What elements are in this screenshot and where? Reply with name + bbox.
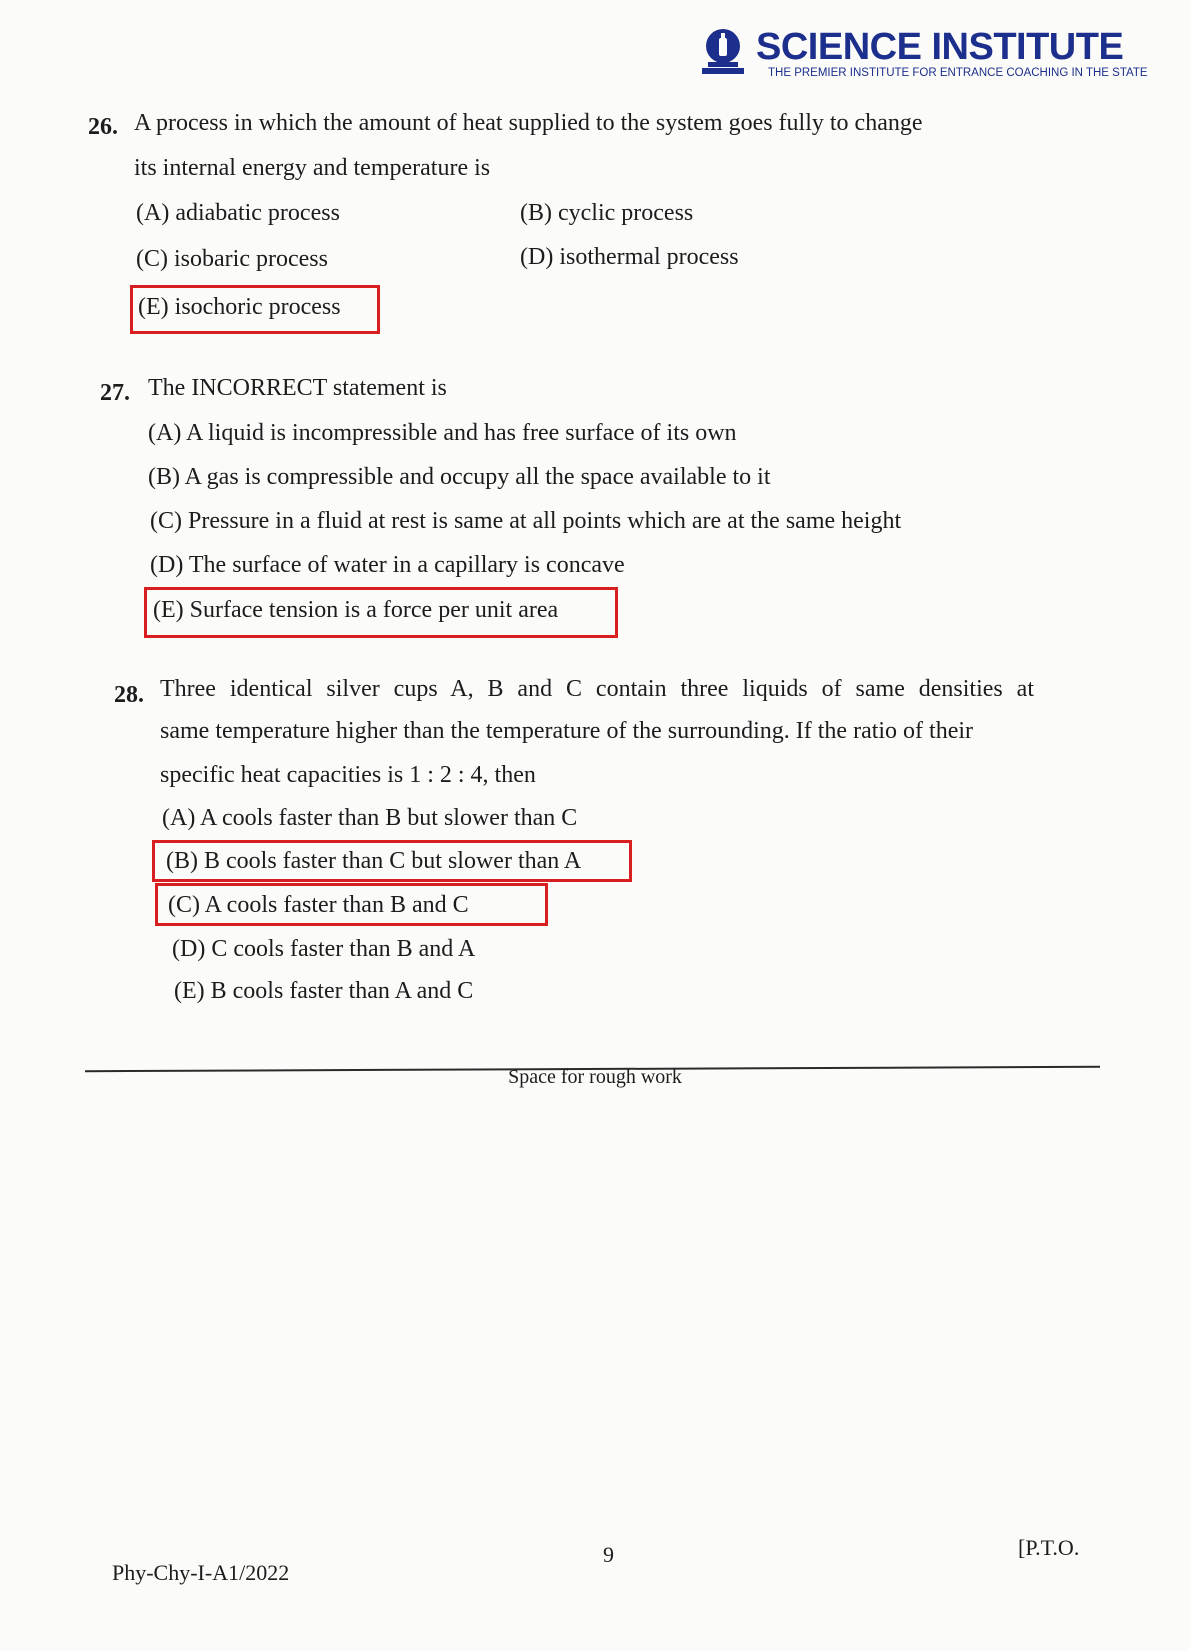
- question-text-line: specific heat capacities is 1 : 2 : 4, then: [160, 762, 536, 788]
- option-e: (E) Surface tension is a force per unit area: [153, 597, 559, 623]
- option-d: (D) isothermal process: [520, 244, 739, 270]
- science-institute-emblem-icon: [700, 26, 746, 78]
- brand-name: SCIENCE INSTITUTE: [756, 26, 1124, 68]
- question-text-line: same temperature higher than the temperature of the surrounding. If the ratio of their: [160, 718, 974, 744]
- page-number: 9: [603, 1542, 614, 1567]
- science-institute-logo: [700, 22, 1160, 84]
- option-a: (A) A cools faster than B but slower than C: [162, 805, 578, 831]
- option-c: (C) isobaric process: [136, 246, 328, 272]
- question-text-line: The INCORRECT statement is: [148, 375, 447, 401]
- question-text-line: Three identical silver cups A, B and C contain three liquids of same densities at: [160, 676, 1034, 702]
- option-a: (A) adiabatic process: [136, 200, 340, 226]
- option-c: (C) A cools faster than B and C: [168, 892, 469, 918]
- question-number: 27.: [100, 380, 130, 406]
- question-text-line: A process in which the amount of heat supplied to the system goes fully to change: [134, 110, 923, 136]
- option-d: (D) The surface of water in a capillary is concave: [150, 552, 625, 578]
- please-turn-over: [P.T.O.: [1018, 1535, 1080, 1560]
- question-text-line: its internal energy and temperature is: [134, 155, 491, 181]
- option-a: (A) A liquid is incompressible and has free surface of its own: [148, 420, 737, 446]
- question-number: 26.: [88, 114, 118, 140]
- paper-code: Phy-Chy-I-A1/2022: [112, 1560, 290, 1585]
- option-c: (C) Pressure in a fluid at rest is same at all points which are at the same height: [150, 508, 902, 534]
- option-e: (E) B cools faster than A and C: [174, 978, 474, 1004]
- option-e: (E) isochoric process: [138, 294, 341, 320]
- rough-work-label: Space for rough work: [508, 1066, 682, 1088]
- question-number: 28.: [114, 682, 144, 708]
- option-b: (B) A gas is compressible and occupy all the space available to it: [148, 464, 771, 490]
- option-b: (B) B cools faster than C but slower than A: [166, 848, 582, 874]
- option-d: (D) C cools faster than B and A: [172, 936, 476, 962]
- brand-tagline: THE PREMIER INSTITUTE FOR ENTRANCE COACHING IN THE STATE: [768, 67, 1148, 79]
- option-b: (B) cyclic process: [520, 200, 694, 226]
